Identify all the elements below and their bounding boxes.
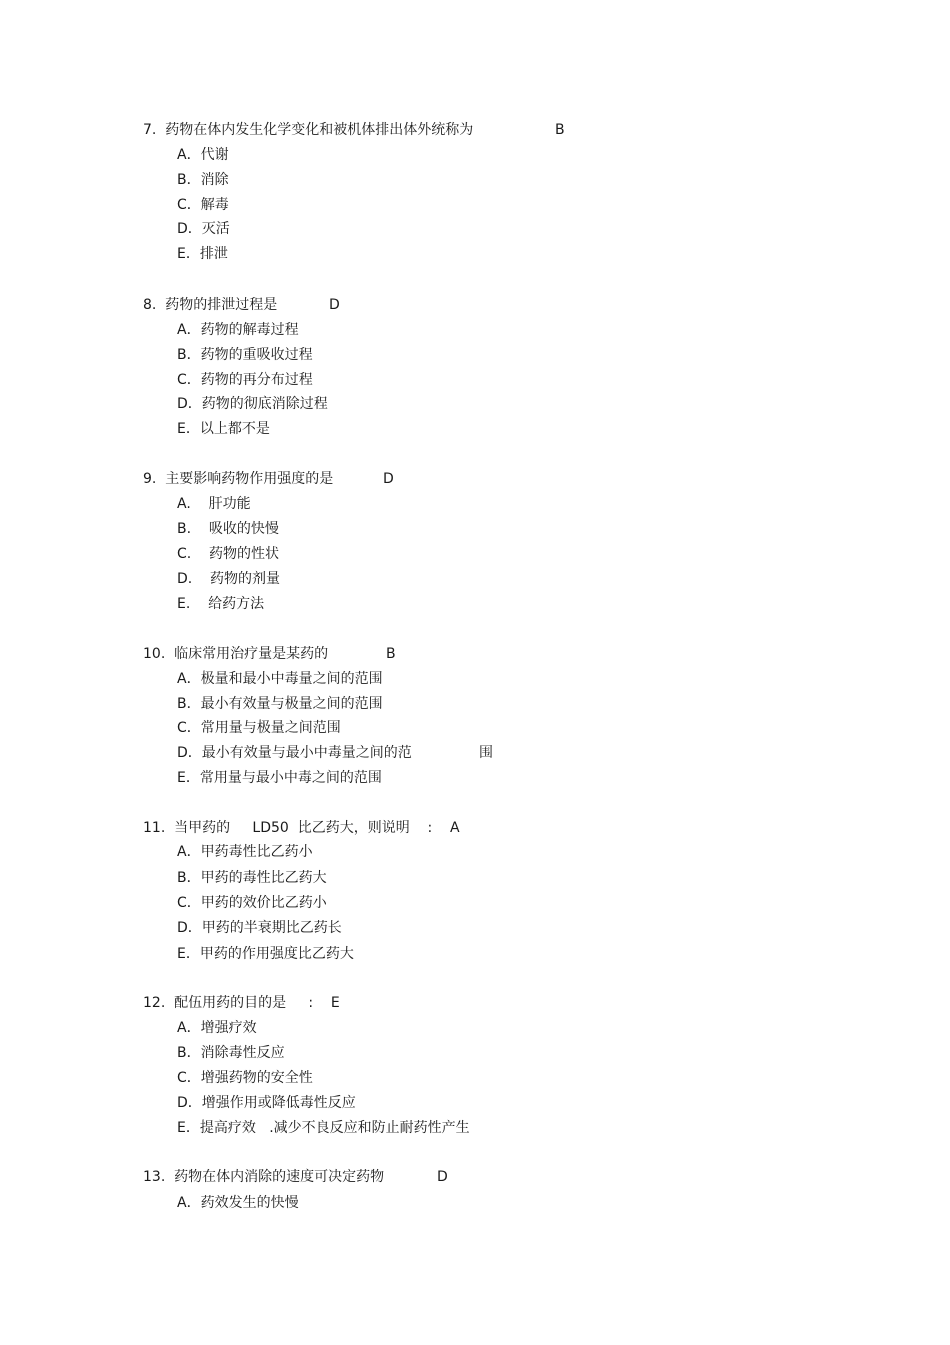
option-a: A. 肝功能 (177, 496, 251, 512)
option-a: A．药物的解毒过程 (177, 322, 299, 338)
option-d: D. 药物的剂量 (177, 571, 281, 587)
option-d: D．最小有效量与最小中毒量之间的范 (177, 745, 412, 761)
option-a: A．极量和最小中毒量之间的范围 (177, 671, 383, 687)
question-answer: D (437, 1169, 448, 1185)
option-a: A．甲药毒性比乙药小 (177, 844, 313, 860)
option-c: C．增强药物的安全性 (177, 1070, 313, 1086)
option-d: D．增强作用或降低毒性反应 (177, 1095, 356, 1111)
option-c: C．药物的再分布过程 (177, 372, 313, 388)
question-stem: 7. 药物在体内发生化学变化和被机体排出体外统称为 (143, 122, 474, 138)
option-e: E．以上都不是 (177, 421, 270, 437)
option-e: E. 给药方法 (177, 596, 265, 612)
question-stem: 13. 药物在体内消除的速度可决定药物 (143, 1169, 385, 1185)
question-answer: D (329, 297, 340, 313)
option-b: B. 吸收的快慢 (177, 521, 279, 537)
question-stem: 8. 药物的排泄过程是 (143, 297, 278, 313)
option-c: C. 药物的性状 (177, 546, 280, 562)
option-c: C．常用量与极量之间范围 (177, 720, 341, 736)
option-d-tail: 围 (479, 745, 493, 761)
option-d: D．甲药的半衰期比乙药长 (177, 920, 342, 936)
option-e: E．常用量与最小中毒之间的范围 (177, 770, 382, 786)
option-b: B．甲药的毒性比乙药大 (177, 870, 327, 886)
question-stem: 9. 主要影响药物作用强度的是 (143, 471, 334, 487)
question-stem: 12. 配伍用药的目的是 : E (143, 995, 340, 1011)
option-b: B．消除毒性反应 (177, 1045, 285, 1061)
option-a: A．代谢 (177, 147, 229, 163)
question-answer: B (555, 122, 565, 138)
option-e: E．排泄 (177, 246, 228, 262)
option-d: D．药物的彻底消除过程 (177, 396, 328, 412)
option-b: B．药物的重吸收过程 (177, 347, 313, 363)
option-a: A．药效发生的快慢 (177, 1195, 299, 1211)
question-answer: D (383, 471, 394, 487)
option-b: B．消除 (177, 172, 229, 188)
option-c: C．甲药的效价比乙药小 (177, 895, 327, 911)
option-a: A．增强疗效 (177, 1020, 257, 1036)
question-stem: 11. 当甲药的 LD50 比乙药大，则说明 : A (143, 820, 460, 836)
option-e: E．提高疗效 .减少不良反应和防止耐药性产生 (177, 1120, 470, 1136)
option-c: C．解毒 (177, 197, 229, 213)
question-stem: 10. 临床常用治疗量是某药的 (143, 646, 329, 662)
question-answer: B (386, 646, 396, 662)
option-d: D．灭活 (177, 221, 230, 237)
option-b: B．最小有效量与极量之间的范围 (177, 696, 383, 712)
option-e: E．甲药的作用强度比乙药大 (177, 946, 354, 962)
